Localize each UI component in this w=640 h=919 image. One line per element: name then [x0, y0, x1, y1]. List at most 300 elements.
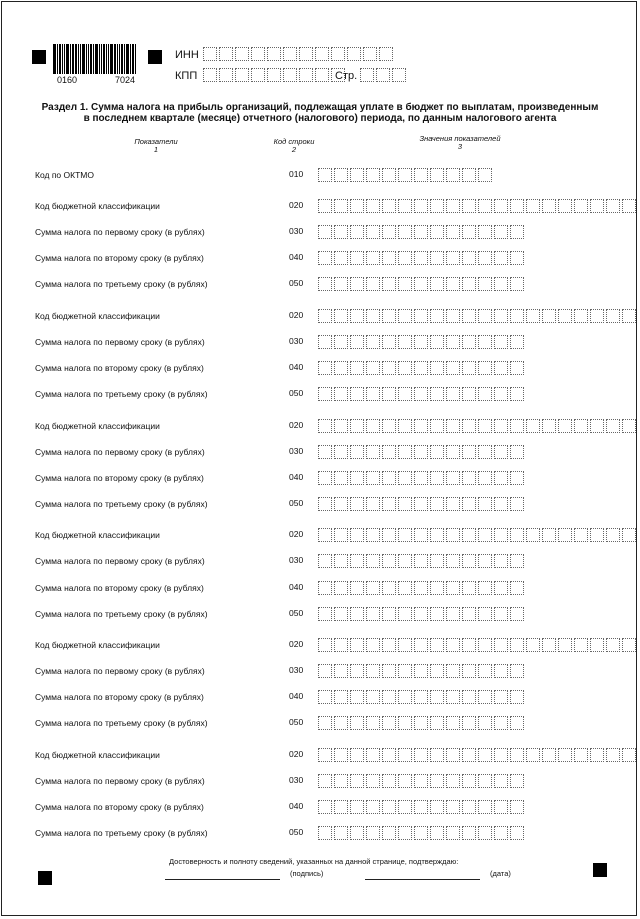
character-cell[interactable] — [494, 251, 508, 265]
character-cell[interactable] — [382, 638, 396, 652]
character-cell[interactable] — [398, 335, 412, 349]
character-cell[interactable] — [398, 800, 412, 814]
character-cell[interactable] — [360, 68, 374, 82]
character-cell[interactable] — [318, 800, 332, 814]
character-cell[interactable] — [366, 664, 380, 678]
character-cell[interactable] — [334, 716, 348, 730]
character-cell[interactable] — [382, 445, 396, 459]
character-cell[interactable] — [510, 225, 524, 239]
character-cell[interactable] — [366, 638, 380, 652]
character-cell[interactable] — [219, 47, 233, 61]
character-cell[interactable] — [318, 419, 332, 433]
character-cell[interactable] — [446, 690, 460, 704]
character-cell[interactable] — [446, 361, 460, 375]
character-cell[interactable] — [494, 774, 508, 788]
character-cell[interactable] — [334, 309, 348, 323]
character-cell[interactable] — [478, 361, 492, 375]
character-cell[interactable] — [414, 664, 428, 678]
character-cell[interactable] — [510, 748, 524, 762]
character-cell[interactable] — [606, 748, 620, 762]
character-cell[interactable] — [430, 607, 444, 621]
character-cell[interactable] — [334, 387, 348, 401]
character-cell[interactable] — [382, 607, 396, 621]
character-cell[interactable] — [590, 419, 604, 433]
character-cell[interactable] — [510, 419, 524, 433]
character-cell[interactable] — [494, 419, 508, 433]
character-cell[interactable] — [462, 716, 476, 730]
character-cell[interactable] — [382, 225, 396, 239]
character-cell[interactable] — [430, 690, 444, 704]
character-cell[interactable] — [398, 277, 412, 291]
character-cell[interactable] — [446, 664, 460, 678]
character-cell[interactable] — [382, 387, 396, 401]
character-cell[interactable] — [446, 774, 460, 788]
character-cell[interactable] — [478, 716, 492, 730]
character-cell[interactable] — [414, 748, 428, 762]
character-cell[interactable] — [494, 199, 508, 213]
character-cell[interactable] — [334, 251, 348, 265]
character-cell[interactable] — [318, 554, 332, 568]
character-cell[interactable] — [494, 716, 508, 730]
character-cell[interactable] — [478, 554, 492, 568]
character-cell[interactable] — [414, 690, 428, 704]
character-cell[interactable] — [462, 445, 476, 459]
character-cell[interactable] — [462, 309, 476, 323]
character-cell[interactable] — [350, 716, 364, 730]
character-cell[interactable] — [494, 445, 508, 459]
character-cell[interactable] — [366, 471, 380, 485]
character-cell[interactable] — [398, 554, 412, 568]
character-cell[interactable] — [462, 497, 476, 511]
character-cell[interactable] — [318, 199, 332, 213]
character-cell[interactable] — [398, 471, 412, 485]
character-cell[interactable] — [446, 497, 460, 511]
character-cell[interactable] — [414, 581, 428, 595]
character-cell[interactable] — [398, 225, 412, 239]
character-cell[interactable] — [334, 638, 348, 652]
character-cell[interactable] — [318, 445, 332, 459]
character-cell[interactable] — [526, 419, 540, 433]
character-cell[interactable] — [398, 638, 412, 652]
character-cell[interactable] — [366, 607, 380, 621]
character-cell[interactable] — [526, 638, 540, 652]
character-cell[interactable] — [350, 664, 364, 678]
character-cell[interactable] — [558, 419, 572, 433]
character-cell[interactable] — [462, 361, 476, 375]
character-cell[interactable] — [430, 419, 444, 433]
character-cell[interactable] — [318, 528, 332, 542]
character-cell[interactable] — [462, 419, 476, 433]
character-cell[interactable] — [382, 774, 396, 788]
character-cell[interactable] — [494, 826, 508, 840]
character-cell[interactable] — [494, 690, 508, 704]
character-cell[interactable] — [446, 554, 460, 568]
character-cell[interactable] — [446, 335, 460, 349]
character-cell[interactable] — [398, 528, 412, 542]
character-cell[interactable] — [334, 664, 348, 678]
character-cell[interactable] — [478, 607, 492, 621]
character-cell[interactable] — [398, 168, 412, 182]
character-cell[interactable] — [510, 497, 524, 511]
character-cell[interactable] — [430, 277, 444, 291]
character-cell[interactable] — [462, 554, 476, 568]
character-cell[interactable] — [430, 800, 444, 814]
character-cell[interactable] — [398, 445, 412, 459]
character-cell[interactable] — [398, 387, 412, 401]
character-cell[interactable] — [430, 168, 444, 182]
character-cell[interactable] — [366, 277, 380, 291]
character-cell[interactable] — [318, 607, 332, 621]
character-cell[interactable] — [462, 251, 476, 265]
character-cell[interactable] — [350, 419, 364, 433]
character-cell[interactable] — [398, 748, 412, 762]
character-cell[interactable] — [334, 445, 348, 459]
character-cell[interactable] — [494, 664, 508, 678]
character-cell[interactable] — [334, 471, 348, 485]
character-cell[interactable] — [283, 68, 297, 82]
character-cell[interactable] — [446, 309, 460, 323]
value-field-030[interactable] — [318, 664, 526, 678]
character-cell[interactable] — [366, 387, 380, 401]
character-cell[interactable] — [350, 335, 364, 349]
date-line[interactable] — [365, 879, 480, 880]
character-cell[interactable] — [382, 826, 396, 840]
character-cell[interactable] — [494, 309, 508, 323]
character-cell[interactable] — [462, 471, 476, 485]
character-cell[interactable] — [446, 445, 460, 459]
character-cell[interactable] — [366, 716, 380, 730]
character-cell[interactable] — [510, 690, 524, 704]
character-cell[interactable] — [478, 528, 492, 542]
character-cell[interactable] — [558, 528, 572, 542]
character-cell[interactable] — [462, 528, 476, 542]
character-cell[interactable] — [334, 607, 348, 621]
character-cell[interactable] — [462, 199, 476, 213]
character-cell[interactable] — [510, 716, 524, 730]
character-cell[interactable] — [430, 309, 444, 323]
character-cell[interactable] — [414, 826, 428, 840]
character-cell[interactable] — [478, 638, 492, 652]
character-cell[interactable] — [510, 774, 524, 788]
character-cell[interactable] — [283, 47, 297, 61]
character-cell[interactable] — [526, 309, 540, 323]
character-cell[interactable] — [430, 387, 444, 401]
character-cell[interactable] — [622, 748, 636, 762]
character-cell[interactable] — [350, 225, 364, 239]
character-cell[interactable] — [622, 528, 636, 542]
character-cell[interactable] — [382, 335, 396, 349]
character-cell[interactable] — [526, 199, 540, 213]
character-cell[interactable] — [446, 607, 460, 621]
character-cell[interactable] — [542, 419, 556, 433]
character-cell[interactable] — [542, 199, 556, 213]
character-cell[interactable] — [382, 748, 396, 762]
character-cell[interactable] — [462, 581, 476, 595]
character-cell[interactable] — [590, 528, 604, 542]
character-cell[interactable] — [622, 309, 636, 323]
value-field-040[interactable] — [318, 471, 526, 485]
character-cell[interactable] — [574, 309, 588, 323]
character-cell[interactable] — [414, 225, 428, 239]
character-cell[interactable] — [366, 554, 380, 568]
character-cell[interactable] — [478, 387, 492, 401]
character-cell[interactable] — [382, 800, 396, 814]
character-cell[interactable] — [510, 361, 524, 375]
value-field-050[interactable] — [318, 277, 526, 291]
character-cell[interactable] — [430, 638, 444, 652]
character-cell[interactable] — [478, 690, 492, 704]
character-cell[interactable] — [318, 387, 332, 401]
kpp-field[interactable] — [203, 68, 347, 82]
character-cell[interactable] — [558, 748, 572, 762]
character-cell[interactable] — [414, 554, 428, 568]
value-field-030[interactable] — [318, 774, 526, 788]
character-cell[interactable] — [430, 471, 444, 485]
character-cell[interactable] — [318, 225, 332, 239]
character-cell[interactable] — [558, 199, 572, 213]
character-cell[interactable] — [350, 638, 364, 652]
character-cell[interactable] — [350, 251, 364, 265]
character-cell[interactable] — [203, 47, 217, 61]
character-cell[interactable] — [478, 225, 492, 239]
character-cell[interactable] — [318, 251, 332, 265]
character-cell[interactable] — [382, 277, 396, 291]
character-cell[interactable] — [350, 690, 364, 704]
character-cell[interactable] — [318, 774, 332, 788]
character-cell[interactable] — [542, 309, 556, 323]
character-cell[interactable] — [478, 800, 492, 814]
character-cell[interactable] — [430, 361, 444, 375]
character-cell[interactable] — [510, 664, 524, 678]
character-cell[interactable] — [350, 168, 364, 182]
character-cell[interactable] — [462, 748, 476, 762]
character-cell[interactable] — [334, 361, 348, 375]
value-field-010[interactable] — [318, 168, 494, 182]
character-cell[interactable] — [318, 309, 332, 323]
character-cell[interactable] — [334, 419, 348, 433]
character-cell[interactable] — [366, 826, 380, 840]
character-cell[interactable] — [334, 497, 348, 511]
value-field-050[interactable] — [318, 387, 526, 401]
character-cell[interactable] — [350, 497, 364, 511]
character-cell[interactable] — [219, 68, 233, 82]
character-cell[interactable] — [331, 47, 345, 61]
character-cell[interactable] — [510, 800, 524, 814]
character-cell[interactable] — [494, 581, 508, 595]
page-number-field[interactable] — [360, 68, 408, 82]
character-cell[interactable] — [462, 638, 476, 652]
character-cell[interactable] — [334, 199, 348, 213]
character-cell[interactable] — [494, 387, 508, 401]
character-cell[interactable] — [398, 497, 412, 511]
character-cell[interactable] — [430, 748, 444, 762]
character-cell[interactable] — [510, 387, 524, 401]
character-cell[interactable] — [379, 47, 393, 61]
character-cell[interactable] — [299, 47, 313, 61]
character-cell[interactable] — [510, 471, 524, 485]
character-cell[interactable] — [526, 528, 540, 542]
character-cell[interactable] — [478, 748, 492, 762]
value-field-030[interactable] — [318, 554, 526, 568]
character-cell[interactable] — [382, 664, 396, 678]
value-field-020[interactable] — [318, 309, 638, 323]
character-cell[interactable] — [558, 309, 572, 323]
character-cell[interactable] — [315, 47, 329, 61]
character-cell[interactable] — [430, 199, 444, 213]
character-cell[interactable] — [366, 335, 380, 349]
character-cell[interactable] — [382, 690, 396, 704]
character-cell[interactable] — [462, 277, 476, 291]
character-cell[interactable] — [334, 826, 348, 840]
character-cell[interactable] — [318, 581, 332, 595]
character-cell[interactable] — [478, 309, 492, 323]
value-field-020[interactable] — [318, 748, 638, 762]
character-cell[interactable] — [446, 638, 460, 652]
character-cell[interactable] — [366, 581, 380, 595]
character-cell[interactable] — [446, 199, 460, 213]
character-cell[interactable] — [414, 774, 428, 788]
character-cell[interactable] — [622, 638, 636, 652]
character-cell[interactable] — [318, 277, 332, 291]
character-cell[interactable] — [430, 251, 444, 265]
character-cell[interactable] — [510, 199, 524, 213]
character-cell[interactable] — [478, 581, 492, 595]
character-cell[interactable] — [462, 335, 476, 349]
character-cell[interactable] — [430, 335, 444, 349]
character-cell[interactable] — [350, 309, 364, 323]
character-cell[interactable] — [318, 361, 332, 375]
character-cell[interactable] — [510, 335, 524, 349]
character-cell[interactable] — [510, 528, 524, 542]
character-cell[interactable] — [366, 168, 380, 182]
character-cell[interactable] — [510, 581, 524, 595]
character-cell[interactable] — [606, 528, 620, 542]
character-cell[interactable] — [430, 528, 444, 542]
character-cell[interactable] — [606, 199, 620, 213]
character-cell[interactable] — [478, 445, 492, 459]
character-cell[interactable] — [430, 445, 444, 459]
value-field-020[interactable] — [318, 199, 638, 213]
value-field-040[interactable] — [318, 581, 526, 595]
character-cell[interactable] — [414, 199, 428, 213]
value-field-040[interactable] — [318, 690, 526, 704]
character-cell[interactable] — [414, 497, 428, 511]
character-cell[interactable] — [590, 748, 604, 762]
character-cell[interactable] — [462, 225, 476, 239]
character-cell[interactable] — [510, 251, 524, 265]
character-cell[interactable] — [382, 199, 396, 213]
character-cell[interactable] — [235, 68, 249, 82]
character-cell[interactable] — [590, 199, 604, 213]
character-cell[interactable] — [398, 361, 412, 375]
character-cell[interactable] — [334, 277, 348, 291]
character-cell[interactable] — [494, 497, 508, 511]
character-cell[interactable] — [382, 309, 396, 323]
value-field-040[interactable] — [318, 251, 526, 265]
character-cell[interactable] — [350, 445, 364, 459]
character-cell[interactable] — [558, 638, 572, 652]
character-cell[interactable] — [574, 748, 588, 762]
character-cell[interactable] — [366, 774, 380, 788]
character-cell[interactable] — [392, 68, 406, 82]
character-cell[interactable] — [446, 581, 460, 595]
character-cell[interactable] — [622, 419, 636, 433]
value-field-020[interactable] — [318, 528, 638, 542]
character-cell[interactable] — [494, 607, 508, 621]
character-cell[interactable] — [382, 251, 396, 265]
character-cell[interactable] — [494, 800, 508, 814]
value-field-040[interactable] — [318, 800, 526, 814]
character-cell[interactable] — [478, 251, 492, 265]
character-cell[interactable] — [350, 528, 364, 542]
character-cell[interactable] — [574, 199, 588, 213]
character-cell[interactable] — [478, 335, 492, 349]
character-cell[interactable] — [414, 361, 428, 375]
character-cell[interactable] — [350, 387, 364, 401]
character-cell[interactable] — [526, 748, 540, 762]
character-cell[interactable] — [430, 225, 444, 239]
character-cell[interactable] — [590, 309, 604, 323]
character-cell[interactable] — [334, 335, 348, 349]
character-cell[interactable] — [414, 800, 428, 814]
character-cell[interactable] — [606, 638, 620, 652]
character-cell[interactable] — [462, 774, 476, 788]
character-cell[interactable] — [510, 607, 524, 621]
character-cell[interactable] — [382, 554, 396, 568]
character-cell[interactable] — [318, 168, 332, 182]
value-field-050[interactable] — [318, 497, 526, 511]
character-cell[interactable] — [334, 748, 348, 762]
character-cell[interactable] — [414, 168, 428, 182]
character-cell[interactable] — [366, 748, 380, 762]
character-cell[interactable] — [494, 335, 508, 349]
character-cell[interactable] — [382, 497, 396, 511]
character-cell[interactable] — [430, 581, 444, 595]
character-cell[interactable] — [494, 361, 508, 375]
character-cell[interactable] — [446, 716, 460, 730]
character-cell[interactable] — [446, 528, 460, 542]
character-cell[interactable] — [334, 690, 348, 704]
character-cell[interactable] — [478, 419, 492, 433]
character-cell[interactable] — [235, 47, 249, 61]
character-cell[interactable] — [398, 251, 412, 265]
character-cell[interactable] — [350, 800, 364, 814]
character-cell[interactable] — [382, 528, 396, 542]
character-cell[interactable] — [318, 497, 332, 511]
character-cell[interactable] — [462, 664, 476, 678]
character-cell[interactable] — [376, 68, 390, 82]
character-cell[interactable] — [478, 199, 492, 213]
character-cell[interactable] — [446, 277, 460, 291]
character-cell[interactable] — [494, 528, 508, 542]
character-cell[interactable] — [315, 68, 329, 82]
value-field-050[interactable] — [318, 607, 526, 621]
character-cell[interactable] — [510, 309, 524, 323]
character-cell[interactable] — [462, 826, 476, 840]
character-cell[interactable] — [334, 800, 348, 814]
character-cell[interactable] — [398, 664, 412, 678]
signature-line[interactable] — [165, 879, 280, 880]
character-cell[interactable] — [494, 225, 508, 239]
character-cell[interactable] — [347, 47, 361, 61]
character-cell[interactable] — [267, 68, 281, 82]
character-cell[interactable] — [462, 168, 476, 182]
character-cell[interactable] — [510, 554, 524, 568]
character-cell[interactable] — [366, 419, 380, 433]
character-cell[interactable] — [446, 168, 460, 182]
character-cell[interactable] — [366, 199, 380, 213]
character-cell[interactable] — [334, 168, 348, 182]
